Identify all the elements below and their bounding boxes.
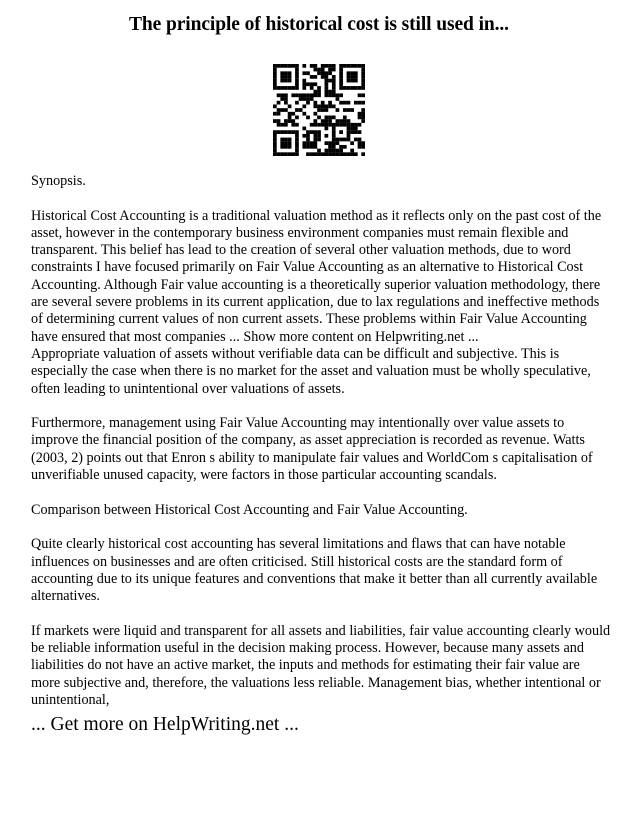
paragraph-markets: If markets were liquid and transparent for all assets and liabilities, fair value accounting clearly would be reliable information useful in the decision making process. However, because many assets and liabilities do not have an active market, the inputs and methods for estimating their fair value are more subjective and, therefore, the valuations less reliable. Management bias, whether intentional or unintentional, (31, 622, 611, 708)
paragraph-valuation: Appropriate valuation of assets without verifiable data can be difficult and subjective. This is especially the case when there is no market for the asset and valuation must be wholly speculative, often leading to unintentional over valuations of assets. (31, 345, 591, 397)
paragraph-limitations: Quite clearly historical cost accounting has several limitations and flaws that can have notable influences on businesses and are often criticised. Still historical costs are the standard form of accounting due to its unique features and conventions that make it better than all currently available alternatives. (31, 536, 598, 605)
qr-code-icon (273, 64, 365, 156)
document-title: The principle of historical cost is still used in... (129, 14, 509, 35)
synopsis-heading: Synopsis. (31, 173, 86, 189)
comparison-heading: Comparison between Historical Cost Accounting and Fair Value Accounting. (31, 501, 468, 518)
paragraph-intro: Historical Cost Accounting is a traditional valuation method as it reflects only on the past cost of the asset, however in the contemporary business environment companies must remain flexible and transparent. This belief has lead to the creation of several other valuation methods, due to word constraints I have focused primarily on Fair Value Accounting as an alternative to Historical Cost Accounting. Although Fair value accounting is a theoretically superior valuation methodology, there are several severe problems in its current application, due to lax regulations and ineffective methods of determining current values of non current assets. These problems within Fair Value Accounting have ensured that most companies ... Show more content on Helpwriting.net ... (31, 207, 602, 345)
get-more-link[interactable]: ... Get more on HelpWriting.net ... (31, 714, 299, 735)
paragraph-management: Furthermore, management using Fair Value Accounting may intentionally over value assets to improve the financial position of the company, as asset appreciation is recorded as revenue. Watts (2003, 2) points out that Enron s ability to manipulate fair values and WorldCom s capitalisation of unverifiable unused capacity, were factors in those particular accounting scandals. (31, 415, 593, 484)
document-body (31, 173, 611, 727)
